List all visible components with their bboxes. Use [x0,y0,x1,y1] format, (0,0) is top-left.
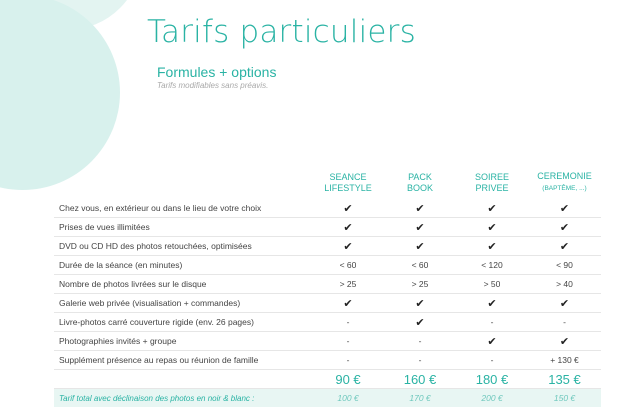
table-cell: - [384,351,456,370]
table-cell: ✔ [312,199,384,218]
table-cell: ✔ [456,294,528,313]
table-cell: ✔ [312,237,384,256]
table-cell: > 25 [384,275,456,294]
table-row [54,332,601,351]
row-label: Livre-photos carré couverture rigide (env. 26 pages) [54,313,312,332]
table-row [54,237,601,256]
total-pack: 170 € [384,389,456,408]
table-cell: > 25 [312,275,384,294]
table-cell: < 90 [528,256,601,275]
table-cell: < 120 [456,256,528,275]
table-row [54,313,601,332]
table-cell: - [384,332,456,351]
table-cell: ✔ [456,237,528,256]
table-header-row [54,160,601,199]
table-cell: ✔ [384,313,456,332]
row-label: Prises de vues illimitées [54,218,312,237]
table-cell: < 60 [312,256,384,275]
pricing-note: Tarifs modifiables sans préavis. [157,81,269,90]
table-cell: ✔ [384,237,456,256]
total-seance: 100 € [312,389,384,408]
table-cell: ✔ [384,218,456,237]
table-row [54,351,601,370]
total-label: Tarif total avec déclinaison des photos en noir & blanc : [54,389,312,408]
price-seance: 90 € [312,370,384,389]
table-cell: ✔ [528,294,601,313]
table-row [54,199,601,218]
table-cell: - [456,351,528,370]
table-cell: > 50 [456,275,528,294]
table-cell: ✔ [528,237,601,256]
col-header-seance: SEANCE LIFESTYLE [324,172,372,193]
page-title: Tarifs particuliers [147,14,416,50]
table-cell: ✔ [456,199,528,218]
pricing-table [54,160,601,407]
total-soiree: 200 € [456,389,528,408]
table-cell: ✔ [312,294,384,313]
row-label: DVD ou CD HD des photos retouchées, optimisées [54,237,312,256]
table-cell: - [528,313,601,332]
price-row [54,370,601,389]
row-label: Supplément présence au repas ou réunion de famille [54,351,312,370]
table-cell: - [312,313,384,332]
price-pack: 160 € [384,370,456,389]
table-row [54,275,601,294]
table-cell: ✔ [384,294,456,313]
table-cell: < 60 [384,256,456,275]
table-row [54,294,601,313]
table-cell: - [312,332,384,351]
table-cell: ✔ [456,332,528,351]
col-header-ceremonie: CEREMONIE (BAPTÊME, ...) [537,171,592,192]
price-soiree: 180 € [456,370,528,389]
table-cell: ✔ [312,218,384,237]
price-ceremonie: 135 € [528,370,601,389]
table-cell: + 130 € [528,351,601,370]
total-ceremonie: 150 € [528,389,601,408]
row-label: Chez vous, en extérieur ou dans le lieu de votre choix [54,199,312,218]
table-cell: ✔ [384,199,456,218]
table-cell: > 40 [528,275,601,294]
table-cell: ✔ [528,332,601,351]
total-row [54,389,601,408]
col-header-pack: PACK BOOK [406,172,433,193]
table-cell: ✔ [528,218,601,237]
row-label: Nombre de photos livrées sur le disque [54,275,312,294]
table-row [54,256,601,275]
row-label: Galerie web privée (visualisation + commandes) [54,294,312,313]
table-cell: - [312,351,384,370]
table-cell: ✔ [528,199,601,218]
table-cell: - [456,313,528,332]
page-subtitle: Formules + options [157,64,277,80]
row-label: Photographies invités + groupe [54,332,312,351]
col-header-soiree: SOIREE PRIVEE [474,172,509,193]
table-row [54,218,601,237]
row-label: Durée de la séance (en minutes) [54,256,312,275]
table-cell: ✔ [456,218,528,237]
